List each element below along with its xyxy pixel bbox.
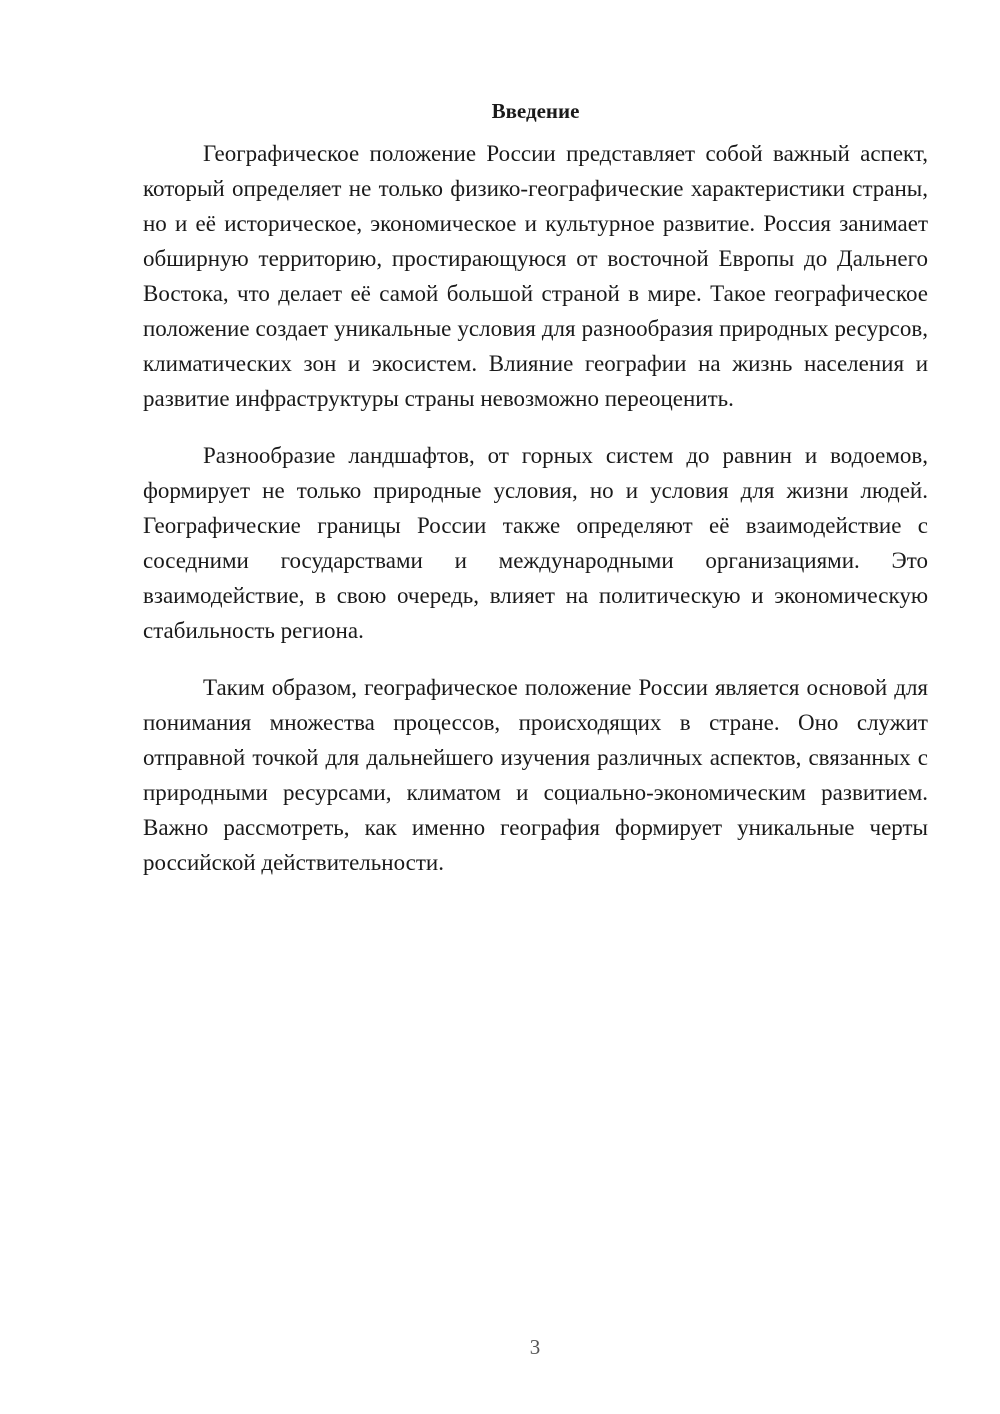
- paragraph-3: Таким образом, географическое положение России является основой для понимания множества процессов, происходящих в стране. Оно служит отправной точкой для дальнейшего изучения различных аспектов, связанных с природными ресурсами, климатом и социально-экономическим развитием. Важно рассмотреть, как именно география формирует уникальные черты российской действительности.: [143, 675, 928, 875]
- page-number: 3: [529, 1335, 541, 1359]
- document-body: [143, 96, 928, 902]
- section-heading: Введение: [491, 99, 580, 123]
- paragraph-2: Разнообразие ландшафтов, от горных систем до равнин и водоемов, формирует не только природные условия, но и условия для жизни людей. Географические границы России также определяют её взаимодействие с соседними государствами и международными организациями. Это взаимодействие, в свою очередь, влияет на политическую и экономическую стабильность региона.: [143, 443, 928, 643]
- paragraph-1: Географическое положение России представляет собой важный аспект, который определяет не только физико-географические характеристики страны, но и её историческое, экономическое и культурное развитие. Россия занимает обширную территорию, простирающуюся от восточной Европы до Дальнего Востока, что делает её самой большой страной в мире. Такое географическое положение создает уникальные условия для разнообразия природных ресурсов, климатических зон и экосистем. Влияние географии на жизнь населения и развитие инфраструктуры страны невозможно переоценить.: [143, 141, 928, 411]
